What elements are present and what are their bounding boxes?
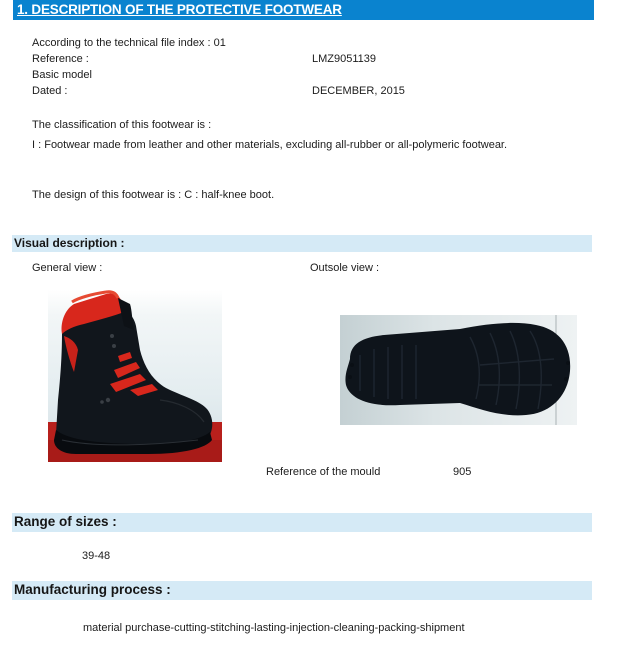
technical-file-index-line: According to the technical file index : 01 <box>32 37 226 49</box>
section-bar-range-of-sizes <box>12 513 592 532</box>
section-title: 1. DESCRIPTION OF THE PROTECTIVE FOOTWEAR <box>17 2 342 17</box>
boot-icon <box>48 290 222 462</box>
section-heading: Range of sizes : <box>14 514 117 529</box>
classification-intro: The classification of this footwear is : <box>32 119 212 131</box>
mould-reference-value: 905 <box>453 466 472 478</box>
outsole-view-label: Outsole view : <box>310 262 380 274</box>
section-heading: Visual description : <box>14 236 125 250</box>
section-heading: Manufacturing process : <box>14 582 171 597</box>
section-header-description <box>13 0 594 20</box>
section-bar-visual-description <box>12 235 592 252</box>
range-of-sizes-value: 39-48 <box>82 550 111 562</box>
outsole-icon <box>340 315 577 425</box>
reference-value: LMZ9051139 <box>312 53 377 65</box>
general-view-boot-image <box>48 290 222 462</box>
general-view-label: General view : <box>32 262 103 274</box>
dated-label: Dated : <box>32 85 68 97</box>
dated-value: DECEMBER, 2015 <box>312 85 405 97</box>
section-bar-manufacturing-process <box>12 581 592 600</box>
mould-reference-label: Reference of the mould <box>266 466 381 478</box>
basic-model-label: Basic model <box>32 69 92 81</box>
manufacturing-process-value: material purchase-cutting-stitching-lasting-injection-cleaning-packing-shipment <box>83 622 465 634</box>
design-text: The design of this footwear is : C : half-knee boot. <box>32 189 275 201</box>
reference-label: Reference : <box>32 53 89 65</box>
classification-value: I : Footwear made from leather and other materials, excluding all-rubber or all-polymeric footwear. <box>32 139 508 151</box>
outsole-view-image <box>340 315 577 425</box>
